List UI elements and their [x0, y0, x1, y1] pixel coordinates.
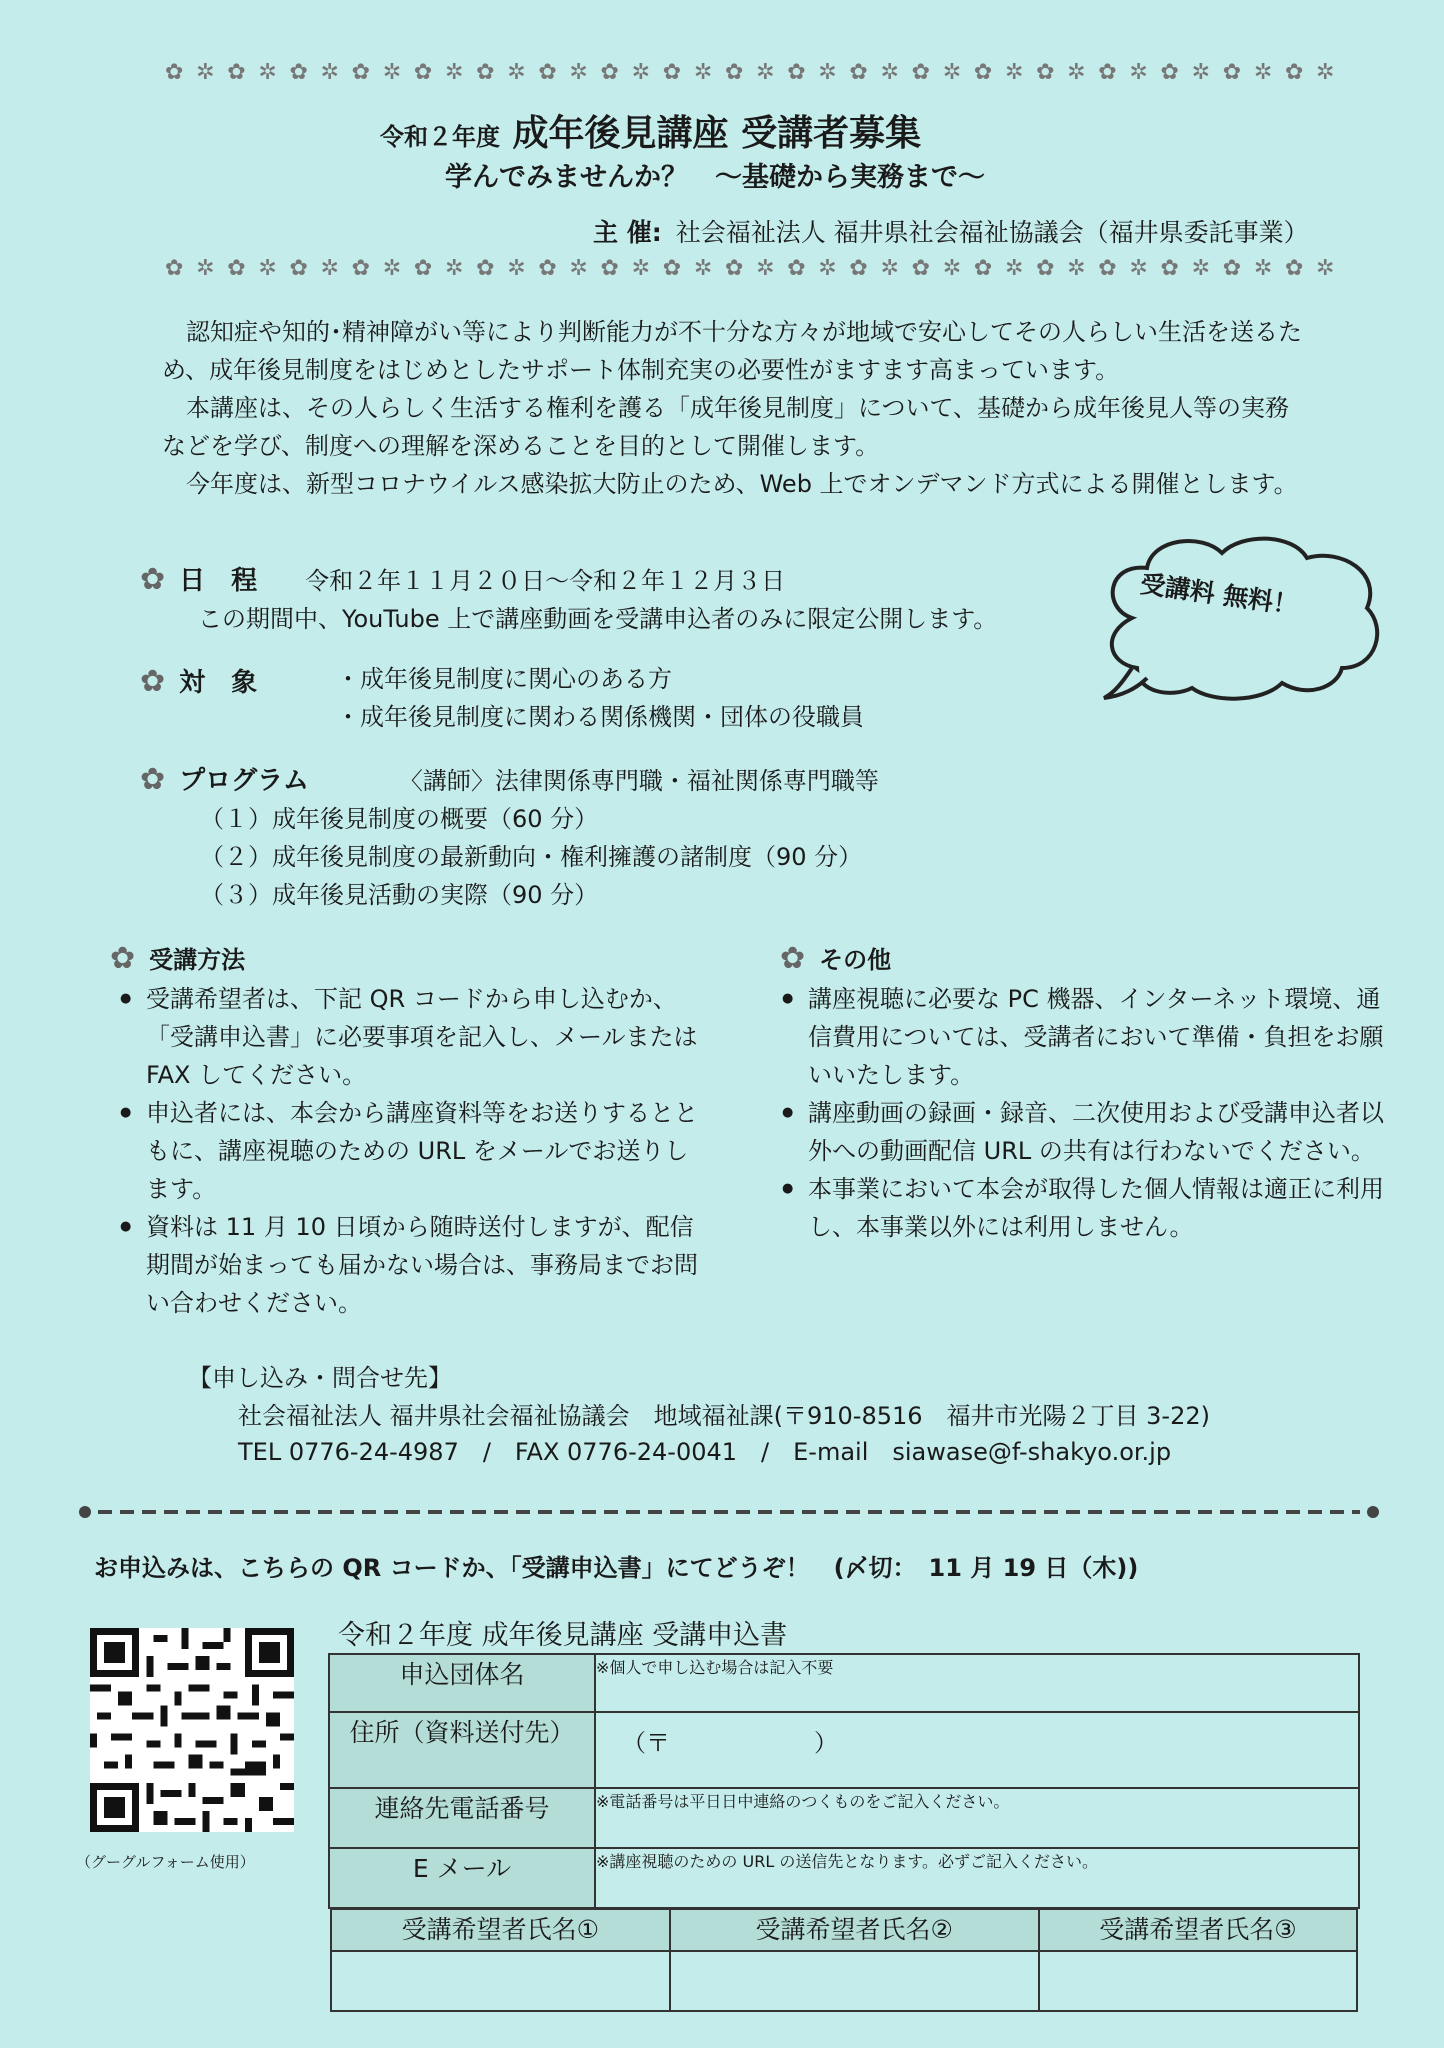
program-label: プログラム [179, 766, 309, 796]
clover-icon: ✿ [110, 941, 136, 976]
schedule-label: 日 程 [179, 566, 258, 596]
other-item: ● 講座視聴に必要な PC 機器、インターネット環境、通信費用については、受講者において準備・負担をお願いいたします。 [782, 980, 1384, 1094]
name-header-1: 受講希望者氏名① [331, 1909, 670, 1951]
form-label-org: 申込団体名 [329, 1654, 595, 1712]
form-field-email[interactable] [595, 1848, 1359, 1908]
method-item: ● 受講希望者は、下記 QR コードから申し込むか、「受講申込書」に必要事項を記入し、メールまたは FAX してください。 [120, 980, 710, 1094]
program-item: （１）成年後見制度の概要（60 分） [200, 805, 599, 833]
application-form [328, 1653, 1360, 1909]
organizer-name: 社会福祉法人 福井県社会福祉協議会（福井県委託事業） [675, 218, 1309, 247]
target-list [336, 660, 864, 736]
intro-text [162, 313, 1302, 503]
contact-org: 社会福祉法人 福井県社会福祉協議会 地域福祉課(〒910-8516 福井市光陽２丁目 3-22) [238, 1402, 1210, 1430]
form-note: ※講座視聴のための URL の送信先となります。必ずご記入ください。 [596, 1852, 1099, 1871]
method-item: ● 申込者には、本会から講座資料等をお送りするとともに、講座視聴のための URL をメールでお送りします。 [120, 1094, 710, 1208]
clover-icon: ✿ [780, 941, 806, 976]
page-subtitle: 学んでみませんか？ ～基礎から実務まで～ [445, 162, 985, 193]
name-header-3: 受講希望者氏名③ [1039, 1909, 1357, 1951]
clover-icon: ✿ [140, 664, 166, 699]
program-instructor: 〈講師〉法律関係専門職・福祉関係専門職等 [398, 767, 879, 795]
schedule-note: この期間中、YouTube 上で講座動画を受講申込者のみに限定公開します。 [198, 605, 998, 633]
method-list [120, 980, 710, 1322]
second-clover-border: ✿ ✲ ✿ ✲ ✿ ✲ ✿ ✲ ✿ ✲ ✿ ✲ ✿ ✲ ✿ ✲ ✿ ✲ ✿ ✲ ✿ ✲ ✿ ✲ ✿ ✲ ✿ ✲ ✿ ✲ ✿ ✲ ✿ ✲ ✿ ✲ ✿ ✲ [165, 256, 1335, 281]
program-item: （２）成年後見制度の最新動向・権利擁護の諸制度（90 分） [200, 843, 863, 871]
page-title [380, 105, 921, 156]
intro-paragraph: 認知症や知的･精神障がい等により判断能力が不十分な方々が地域で安心してその人らしい生活を送るため、成年後見制度をはじめとしたサポート体制充実の必要性がますます高まっています。 [162, 318, 1302, 384]
postal-code-placeholder: （〒 ） [622, 1729, 838, 1757]
contact-line: TEL 0776-24-4987 / FAX 0776-24-0041 / E-mail siawase@f-shakyo.or.jp [238, 1438, 1172, 1466]
other-item: ● 本事業において本会が取得した個人情報は適正に利用し、本事業以外には利用しません。 [782, 1170, 1384, 1246]
applicant-names-table [330, 1908, 1358, 2012]
top-clover-border: ✿ ✲ ✿ ✲ ✿ ✲ ✿ ✲ ✿ ✲ ✿ ✲ ✿ ✲ ✿ ✲ ✿ ✲ ✿ ✲ ✿ ✲ ✿ ✲ ✿ ✲ ✿ ✲ ✿ ✲ ✿ ✲ ✿ ✲ ✿ ✲ ✿ ✲ [165, 60, 1335, 85]
form-title: 令和２年度 成年後見講座 受講申込書 [338, 1620, 788, 1651]
form-field-address[interactable] [595, 1712, 1359, 1788]
title-main: 成年後見講座 受講者募集 [512, 113, 922, 154]
form-note: ※個人で申し込む場合は記入不要 [596, 1658, 834, 1677]
program-list [200, 800, 862, 914]
name-field-2[interactable] [670, 1951, 1039, 2011]
target-section [140, 662, 257, 699]
qr-caption: （グーグルフォーム使用） [76, 1853, 255, 1871]
form-row [329, 1788, 1359, 1848]
intro-paragraph: 今年度は、新型コロナウイルス感染拡大防止のため、Web 上でオンデマンド方式による開催とします。 [186, 470, 1298, 498]
method-item: ● 資料は 11 月 10 日頃から随時送付しますが、配信期間が始まっても届かない場合は、事務局までお問い合わせください。 [120, 1208, 710, 1322]
program-section [140, 760, 879, 800]
name-header-2: 受講希望者氏名② [670, 1909, 1039, 1951]
form-row [329, 1712, 1359, 1788]
name-field-3[interactable] [1039, 1951, 1357, 2011]
other-list [782, 980, 1384, 1246]
names-input-row [331, 1951, 1357, 2011]
form-label-phone: 連絡先電話番号 [329, 1788, 595, 1848]
cut-line-divider [78, 1505, 1380, 1519]
target-item: ・成年後見制度に関心のある方 [336, 665, 672, 693]
form-note: ※電話番号は平日日中連絡のつくものをご記入ください。 [596, 1792, 1010, 1811]
form-row [329, 1848, 1359, 1908]
program-item: （３）成年後見活動の実際（90 分） [200, 881, 599, 909]
form-label-address: 住所（資料送付先） [329, 1712, 595, 1788]
name-field-1[interactable] [331, 1951, 670, 2011]
method-label: 受講方法 [149, 946, 246, 974]
contact-label: 【申し込み・問合せ先】 [188, 1364, 452, 1392]
clover-icon: ✿ [140, 562, 166, 597]
target-label: 対 象 [179, 668, 258, 698]
clover-icon: ✿ [140, 762, 166, 797]
intro-paragraph: 本講座は、その人らしく生活する権利を護る「成年後見制度」について、基礎から成年後見人等の実務などを学び、制度への理解を深めることを目的として開催します。 [162, 394, 1290, 460]
other-section-head [780, 940, 891, 976]
schedule-section [140, 560, 785, 600]
method-section-head [110, 940, 245, 976]
names-header-row [331, 1909, 1357, 1951]
form-label-email: E メール [329, 1848, 595, 1908]
other-item: ● 講座動画の録画・録音、二次使用および受講申込者以外への動画配信 URL の共有は行わないでください。 [782, 1094, 1384, 1170]
form-field-phone[interactable] [595, 1788, 1359, 1848]
schedule-dates: 令和２年１１月２０日～令和２年１２月３日 [305, 567, 786, 595]
form-row [329, 1654, 1359, 1712]
organizer [593, 213, 1309, 249]
form-field-org[interactable] [595, 1654, 1359, 1712]
apply-cta: お申込みは、こちらの QR コードか、「受講申込書」にてどうぞ！ (〆切： 11 月 19 日（木)) [94, 1554, 1139, 1582]
fee-cloud-badge [1092, 528, 1392, 708]
fee-badge-text: 受講料 無料！ [1138, 569, 1300, 620]
qr-code[interactable] [90, 1628, 294, 1832]
target-item: ・成年後見制度に関わる関係機関・団体の役職員 [336, 703, 864, 731]
title-prefix: 令和２年度 [380, 123, 500, 151]
organizer-label: 主 催: [593, 218, 662, 247]
other-label: その他 [819, 946, 892, 974]
